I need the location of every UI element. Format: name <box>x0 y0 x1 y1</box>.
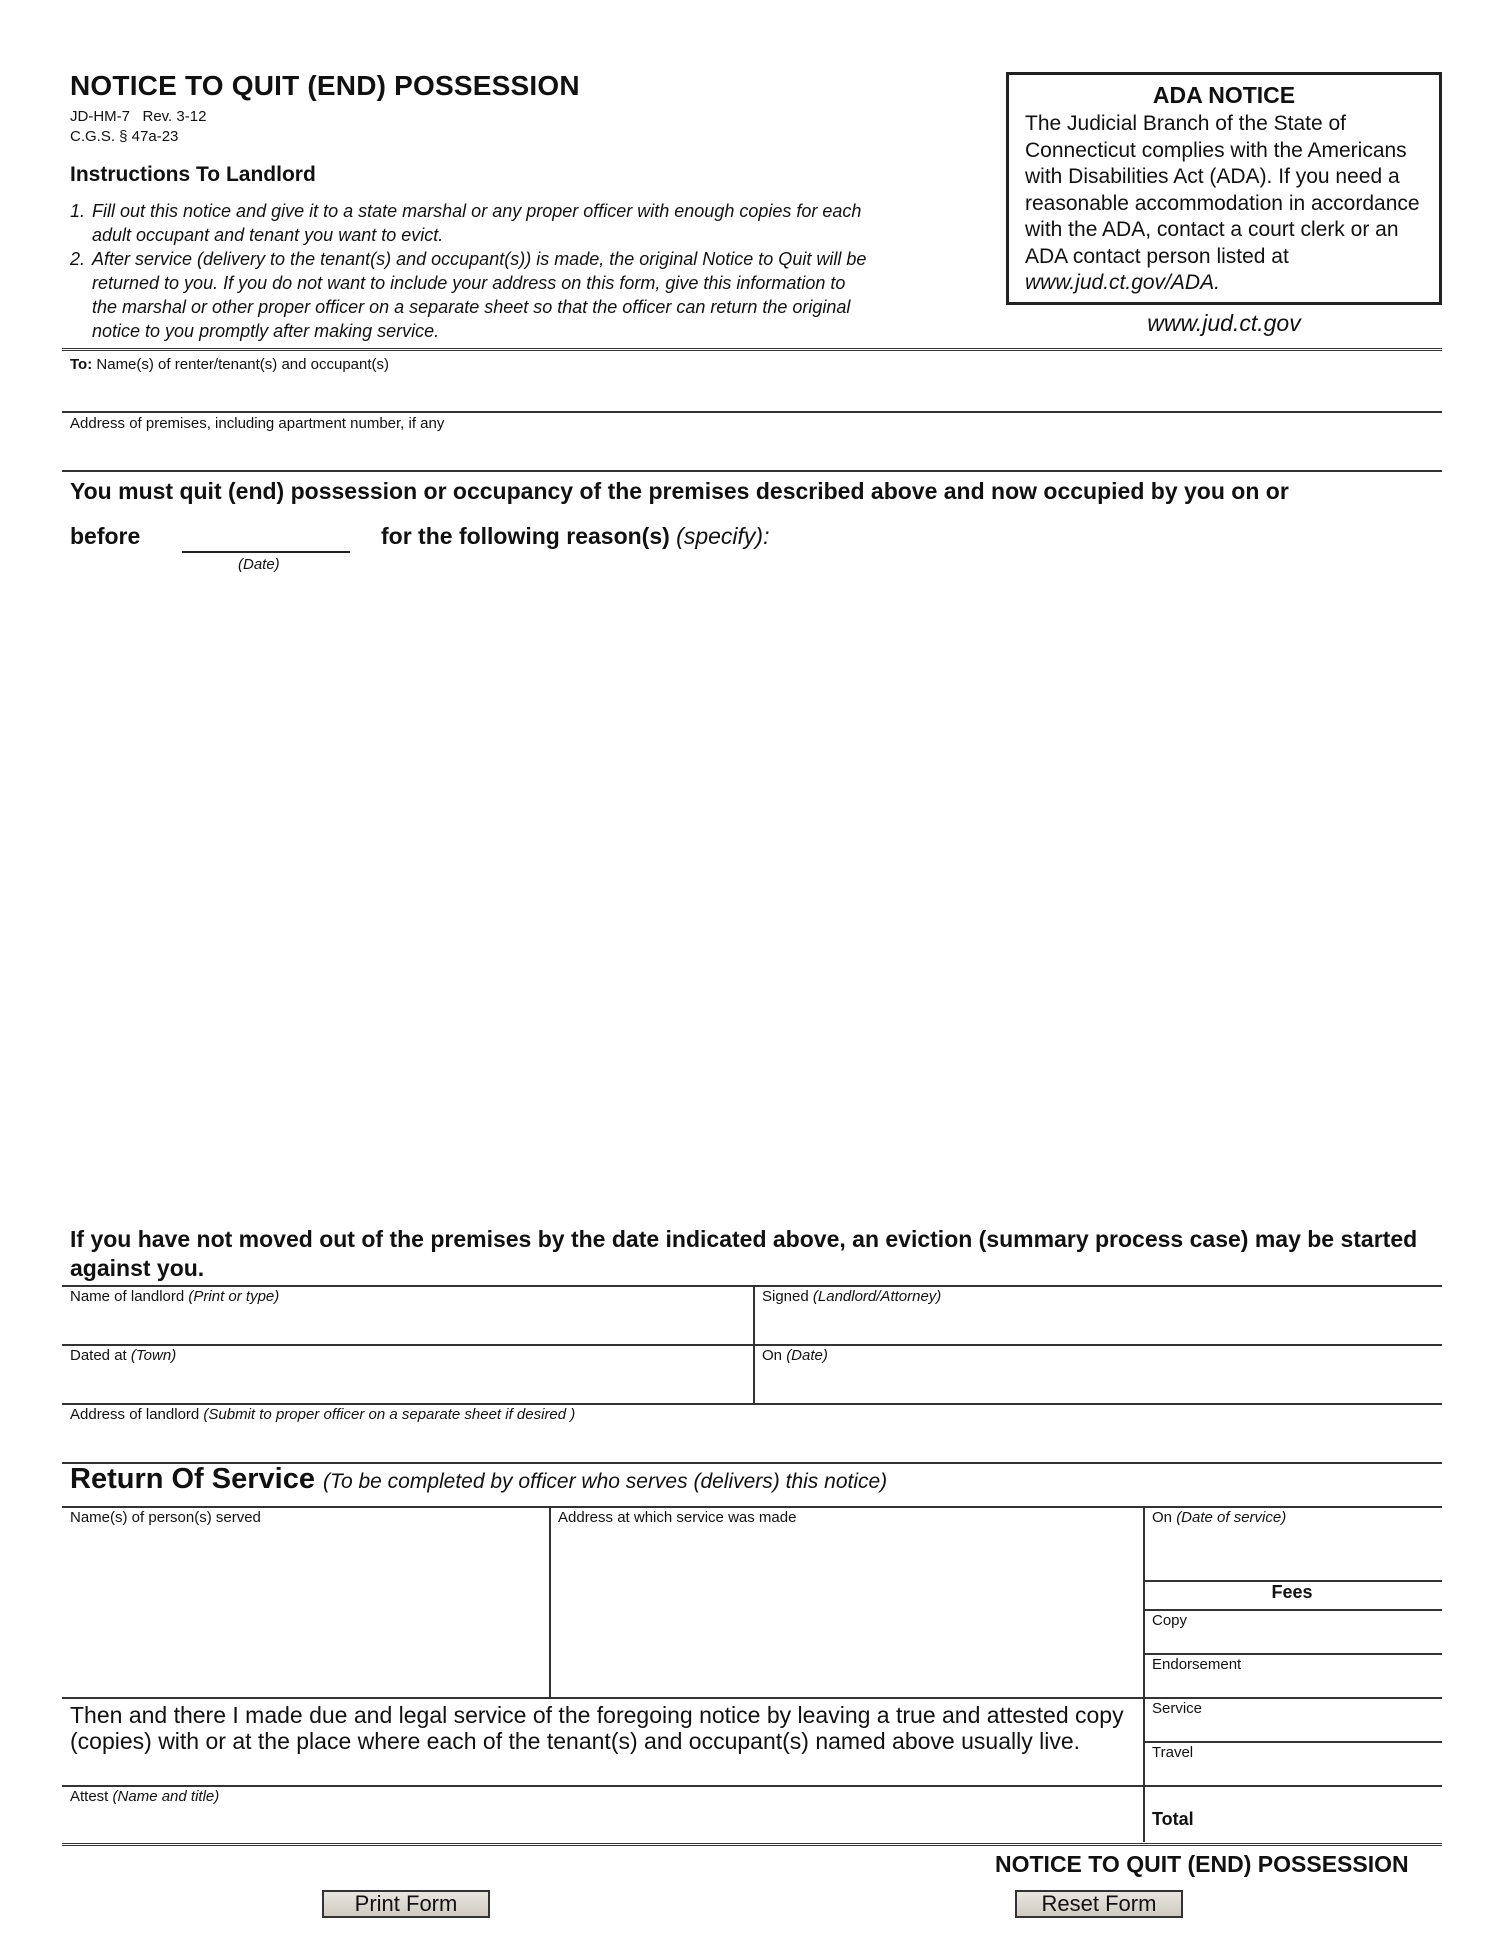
ada-text <box>1025 111 1423 297</box>
fee-service-label: Service <box>1152 1700 1203 1717</box>
service-address-label: Address at which service was made <box>558 1509 797 1526</box>
signature-field[interactable] <box>756 1306 1442 1344</box>
signed-hint: (Landlord/Attorney) <box>812 1288 942 1305</box>
fee-endorsement-field[interactable] <box>1146 1674 1442 1696</box>
divider <box>62 411 1442 413</box>
premises-address-label: Address of premises, including apartment number, if any <box>70 415 445 432</box>
signed-date-field[interactable] <box>756 1365 1442 1403</box>
instruction-item <box>70 247 870 343</box>
instructions-heading: Instructions To Landlord <box>70 163 316 186</box>
service-statement: Then and there I made due and legal service of the foregoing notice by leaving a true and attested copy (copies) with or at the place where each of the tenant(s) and occupant(s) named above usually live. <box>70 1702 1124 1754</box>
ada-title: ADA NOTICE <box>1152 82 1296 108</box>
divider <box>62 1506 1442 1508</box>
attest-field[interactable] <box>62 1806 1140 1842</box>
instruction-item <box>70 199 870 247</box>
divider <box>62 1403 1442 1405</box>
signed-label-text: Signed <box>762 1288 809 1305</box>
landlord-name-label-text: Name of landlord <box>70 1288 185 1305</box>
fee-copy-label: Copy <box>1152 1612 1188 1629</box>
to-label-text: Name(s) of renter/tenant(s) and occupant(s) <box>96 356 390 373</box>
eviction-warning: If you have not moved out of the premises by the date indicated above, an eviction (summary process case) may be started against you. <box>70 1226 1418 1281</box>
instructions-list <box>70 199 870 343</box>
divider <box>62 1785 1442 1787</box>
signed-label <box>762 1288 941 1305</box>
premises-address-field[interactable] <box>62 432 1442 470</box>
divider <box>1143 1653 1442 1655</box>
divider <box>62 1843 1442 1849</box>
dated-at-label-text: Dated at <box>70 1347 127 1364</box>
divider <box>1143 1741 1442 1743</box>
specify-hint: (specify): <box>676 523 770 549</box>
attest-label-text: Attest <box>70 1788 109 1805</box>
reasons-field[interactable] <box>62 580 1442 1210</box>
dated-at-town-field[interactable] <box>62 1365 752 1403</box>
service-date-label <box>1152 1509 1286 1526</box>
service-date-hint: (Date of service) <box>1176 1509 1287 1526</box>
reasons-text: for the following reason(s) <box>381 523 670 549</box>
print-form-button[interactable]: Print Form <box>322 1890 490 1918</box>
on-date-label <box>762 1347 828 1364</box>
fee-total-field[interactable] <box>1200 1800 1442 1838</box>
to-label-bold: To: <box>70 356 93 373</box>
landlord-address-label-text: Address of landlord <box>70 1406 200 1423</box>
fee-total-label: Total <box>1152 1809 1194 1829</box>
divider <box>62 348 1442 354</box>
footer-title: NOTICE TO QUIT (END) POSSESSION <box>995 1851 1409 1877</box>
fee-travel-field[interactable] <box>1146 1762 1442 1784</box>
persons-served-label: Name(s) of person(s) served <box>70 1509 261 1526</box>
fee-copy-field[interactable] <box>1146 1630 1442 1652</box>
ada-notice-box <box>1006 72 1442 305</box>
divider <box>62 1697 1442 1699</box>
instruction-text: Fill out this notice and give it to a state marshal or any proper officer with enough copies for each adult occupant and tenant you want to evict. <box>92 201 862 245</box>
quit-date-underline <box>182 551 350 553</box>
fee-endorsement-label: Endorsement <box>1152 1656 1242 1673</box>
service-date-label-text: On <box>1152 1509 1173 1526</box>
ada-link[interactable]: www.jud.ct.gov/ADA. <box>1025 271 1220 294</box>
instruction-number: 2. <box>70 249 86 269</box>
ada-body: The Judicial Branch of the State of Connecticut complies with the Americans with Disabilities Act (ADA). If you need a reasonable accommodation in accordance with the ADA, contact a court clerk or an ADA contact person listed at <box>1025 112 1420 268</box>
to-field-label <box>70 356 389 373</box>
divider <box>62 1344 1442 1346</box>
date-caption: (Date) <box>238 556 280 573</box>
instruction-number: 1. <box>70 201 86 221</box>
on-date-label-text: On <box>762 1347 783 1364</box>
divider <box>549 1506 551 1698</box>
landlord-address-label <box>70 1406 575 1423</box>
reasons-label <box>381 523 769 550</box>
landlord-name-hint: (Print or type) <box>188 1288 280 1305</box>
divider <box>1143 1609 1442 1611</box>
landlord-address-field[interactable] <box>62 1424 1442 1460</box>
persons-served-field[interactable] <box>62 1528 547 1696</box>
reset-form-button[interactable]: Reset Form <box>1015 1890 1183 1918</box>
service-address-field[interactable] <box>552 1528 1140 1696</box>
service-date-field[interactable] <box>1146 1528 1442 1578</box>
notice-statement: You must quit (end) possession or occupancy of the premises described above and now occupied by you on or <box>70 478 1289 504</box>
quit-date-field[interactable] <box>182 520 350 550</box>
landlord-address-hint: (Submit to proper officer on a separate sheet if desired ) <box>203 1406 576 1423</box>
attest-hint: (Name and title) <box>112 1788 220 1805</box>
before-label: before <box>70 523 141 549</box>
fee-travel-label: Travel <box>1152 1744 1194 1761</box>
divider <box>62 1285 1442 1287</box>
form-id: JD-HM-7 Rev. 3-12 <box>70 108 207 125</box>
website-link[interactable]: www.jud.ct.gov <box>1147 310 1301 336</box>
instruction-text: After service (delivery to the tenant(s) and occupant(s)) is made, the original Notice to Quit will be returned to you. If you do not want to include your address on this form, give this information to the marshal or other proper officer on a separate sheet so that the officer can return the original notice to you promptly after making service. <box>92 249 867 341</box>
return-of-service-subtitle: (To be completed by officer who serves (delivers) this notice) <box>323 1470 888 1493</box>
divider <box>62 470 1442 472</box>
landlord-name-label <box>70 1288 279 1305</box>
form-title: NOTICE TO QUIT (END) POSSESSION <box>70 70 580 101</box>
return-of-service-title <box>70 1463 887 1496</box>
dated-at-hint: (Town) <box>130 1347 177 1364</box>
return-of-service-heading: Return Of Service <box>70 1463 315 1495</box>
landlord-name-field[interactable] <box>62 1306 752 1344</box>
dated-at-label <box>70 1347 176 1364</box>
form-id-block <box>70 107 206 147</box>
divider <box>1143 1506 1145 1842</box>
tenant-names-field[interactable] <box>62 372 1442 410</box>
fees-heading: Fees <box>1271 1582 1313 1602</box>
attest-label <box>70 1788 219 1805</box>
statute-reference: C.G.S. § 47a-23 <box>70 128 179 145</box>
fee-service-field[interactable] <box>1146 1718 1442 1740</box>
on-date-hint: (Date) <box>786 1347 828 1364</box>
